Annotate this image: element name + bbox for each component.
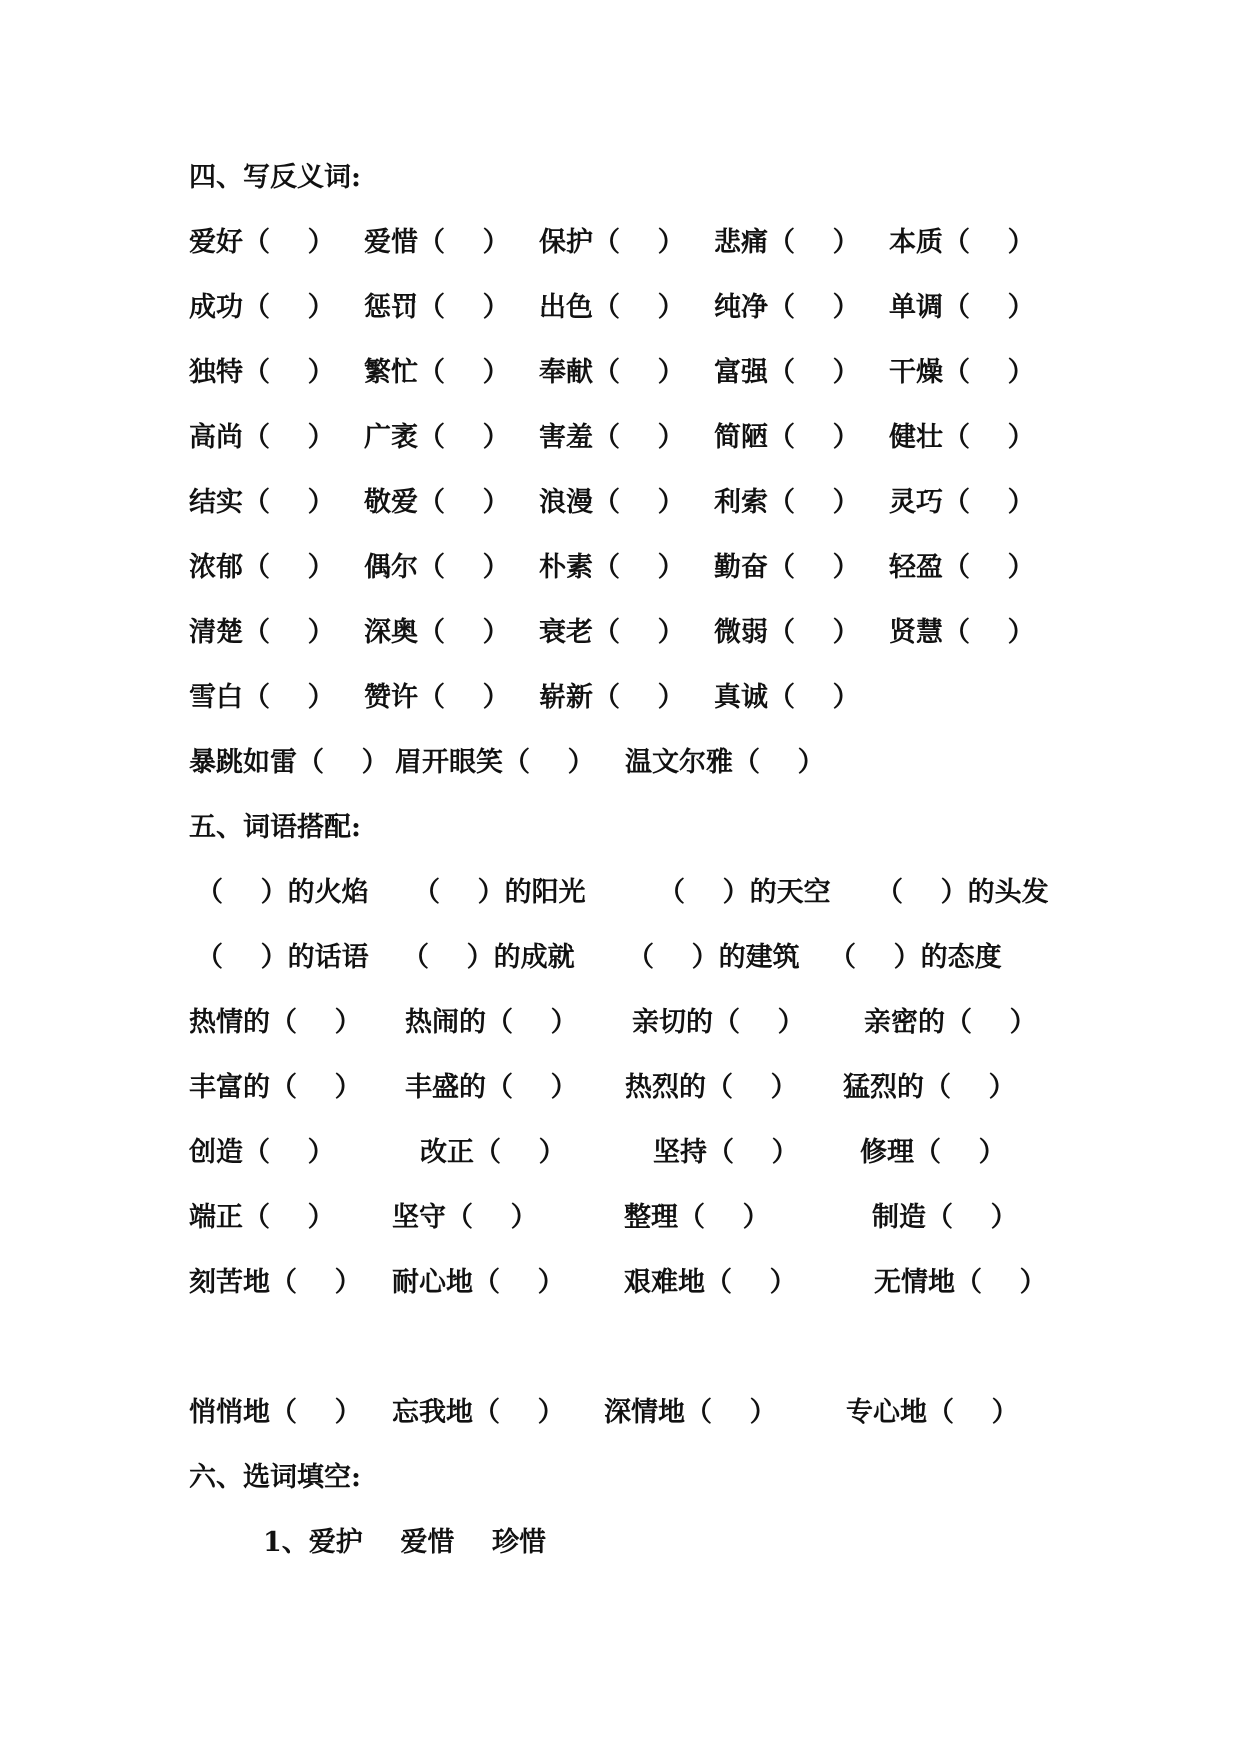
collocation-item: （ ）的建筑 — [627, 942, 800, 973]
collocation-item: 丰盛的（ ） — [405, 1072, 578, 1103]
collocation-item: 热烈的（ ） — [625, 1072, 798, 1103]
antonym-item: 微弱（ ） — [714, 617, 860, 648]
antonym-item: 干燥（ ） — [889, 357, 1035, 388]
collocation-item: （ ）的态度 — [829, 942, 1002, 973]
collocation-item: 整理（ ） — [624, 1202, 770, 1233]
antonym-item: 贤慧（ ） — [889, 617, 1035, 648]
collocation-item: 无情地（ ） — [874, 1267, 1047, 1298]
collocation-item: 悄悄地（ ） — [189, 1397, 362, 1428]
collocation-item: 刻苦地（ ） — [189, 1267, 362, 1298]
antonym-item: 独特（ ） — [189, 357, 335, 388]
antonym-item: 悲痛（ ） — [714, 227, 860, 258]
collocation-item: 改正（ ） — [420, 1137, 566, 1168]
collocation-item: （ ）的话语 — [196, 942, 369, 973]
collocation-item: 端正（ ） — [189, 1202, 335, 1233]
antonym-item: 崭新（ ） — [539, 682, 685, 713]
collocation-item: 坚持（ ） — [653, 1137, 799, 1168]
collocation-item: （ ）的头发 — [876, 877, 1049, 908]
collocation-item: 丰富的（ ） — [189, 1072, 362, 1103]
collocation-item: 专心地（ ） — [846, 1397, 1019, 1428]
antonym-item: 浪漫（ ） — [539, 487, 685, 518]
antonym-item: 成功（ ） — [189, 292, 335, 323]
antonym-item: 单调（ ） — [889, 292, 1035, 323]
collocation-item: 猛烈的（ ） — [843, 1072, 1016, 1103]
collocation-item: 创造（ ） — [189, 1137, 335, 1168]
collocation-item: （ ）的天空 — [658, 877, 831, 908]
collocation-item: 亲密的（ ） — [864, 1007, 1037, 1038]
antonym-item: 爱惜（ ） — [364, 227, 510, 258]
collocation-item: 深情地（ ） — [604, 1397, 777, 1428]
antonym-item: 纯净（ ） — [714, 292, 860, 323]
antonym-item: 雪白（ ） — [189, 682, 335, 713]
antonym-item: 惩罚（ ） — [364, 292, 510, 323]
section-6-title: 六、选词填空: — [189, 1462, 361, 1493]
antonym-item: 赞许（ ） — [364, 682, 510, 713]
antonym-item: 勤奋（ ） — [714, 552, 860, 583]
collocation-item: （ ）的阳光 — [413, 877, 586, 908]
antonym-item: 简陋（ ） — [714, 422, 860, 453]
antonym-item: 害羞（ ） — [539, 422, 685, 453]
collocation-item: 耐心地（ ） — [392, 1267, 565, 1298]
collocation-item: （ ）的火焰 — [196, 877, 369, 908]
antonym-item: 灵巧（ ） — [889, 487, 1035, 518]
antonym-item: 高尚（ ） — [189, 422, 335, 453]
antonym-item: 轻盈（ ） — [889, 552, 1035, 583]
antonym-item: 敬爱（ ） — [364, 487, 510, 518]
antonym-item: 深奥（ ） — [364, 617, 510, 648]
antonym-item: 本质（ ） — [889, 227, 1035, 258]
antonym-item: 利索（ ） — [714, 487, 860, 518]
section-4-title: 四、写反义词: — [189, 162, 361, 193]
antonym-item: 清楚（ ） — [189, 617, 335, 648]
collocation-item: 艰难地（ ） — [624, 1267, 797, 1298]
collocation-item: 热闹的（ ） — [405, 1007, 578, 1038]
collocation-item: （ ）的成就 — [402, 942, 575, 973]
collocation-item: 修理（ ） — [860, 1137, 1006, 1168]
antonym-item: 衰老（ ） — [539, 617, 685, 648]
antonym-item: 偶尔（ ） — [364, 552, 510, 583]
antonym-item: 保护（ ） — [539, 227, 685, 258]
antonym-item: 健壮（ ） — [889, 422, 1035, 453]
antonym-item: 真诚（ ） — [714, 682, 860, 713]
antonym-item: 繁忙（ ） — [364, 357, 510, 388]
antonym-item: 浓郁（ ） — [189, 552, 335, 583]
section-5-title: 五、词语搭配: — [189, 812, 361, 843]
antonym-item: 爱好（ ） — [189, 227, 335, 258]
collocation-item: 热情的（ ） — [189, 1007, 362, 1038]
collocation-item: 忘我地（ ） — [392, 1397, 565, 1428]
collocation-item: 制造（ ） — [872, 1202, 1018, 1233]
antonym-item: 朴素（ ） — [539, 552, 685, 583]
antonym-item: 奉献（ ） — [539, 357, 685, 388]
collocation-item: 亲切的（ ） — [632, 1007, 805, 1038]
idiom-item: 温文尔雅（ ） — [625, 747, 825, 778]
fill-in-item-1: 1、爱护 爱惜 珍惜 — [263, 1527, 546, 1558]
collocation-item: 坚守（ ） — [392, 1202, 538, 1233]
antonym-item: 出色（ ） — [539, 292, 685, 323]
idiom-item: 眉开眼笑（ ） — [395, 747, 595, 778]
antonym-item: 广袤（ ） — [364, 422, 510, 453]
antonym-item: 结实（ ） — [189, 487, 335, 518]
idiom-item: 暴跳如雷（ ） — [189, 747, 389, 778]
antonym-item: 富强（ ） — [714, 357, 860, 388]
